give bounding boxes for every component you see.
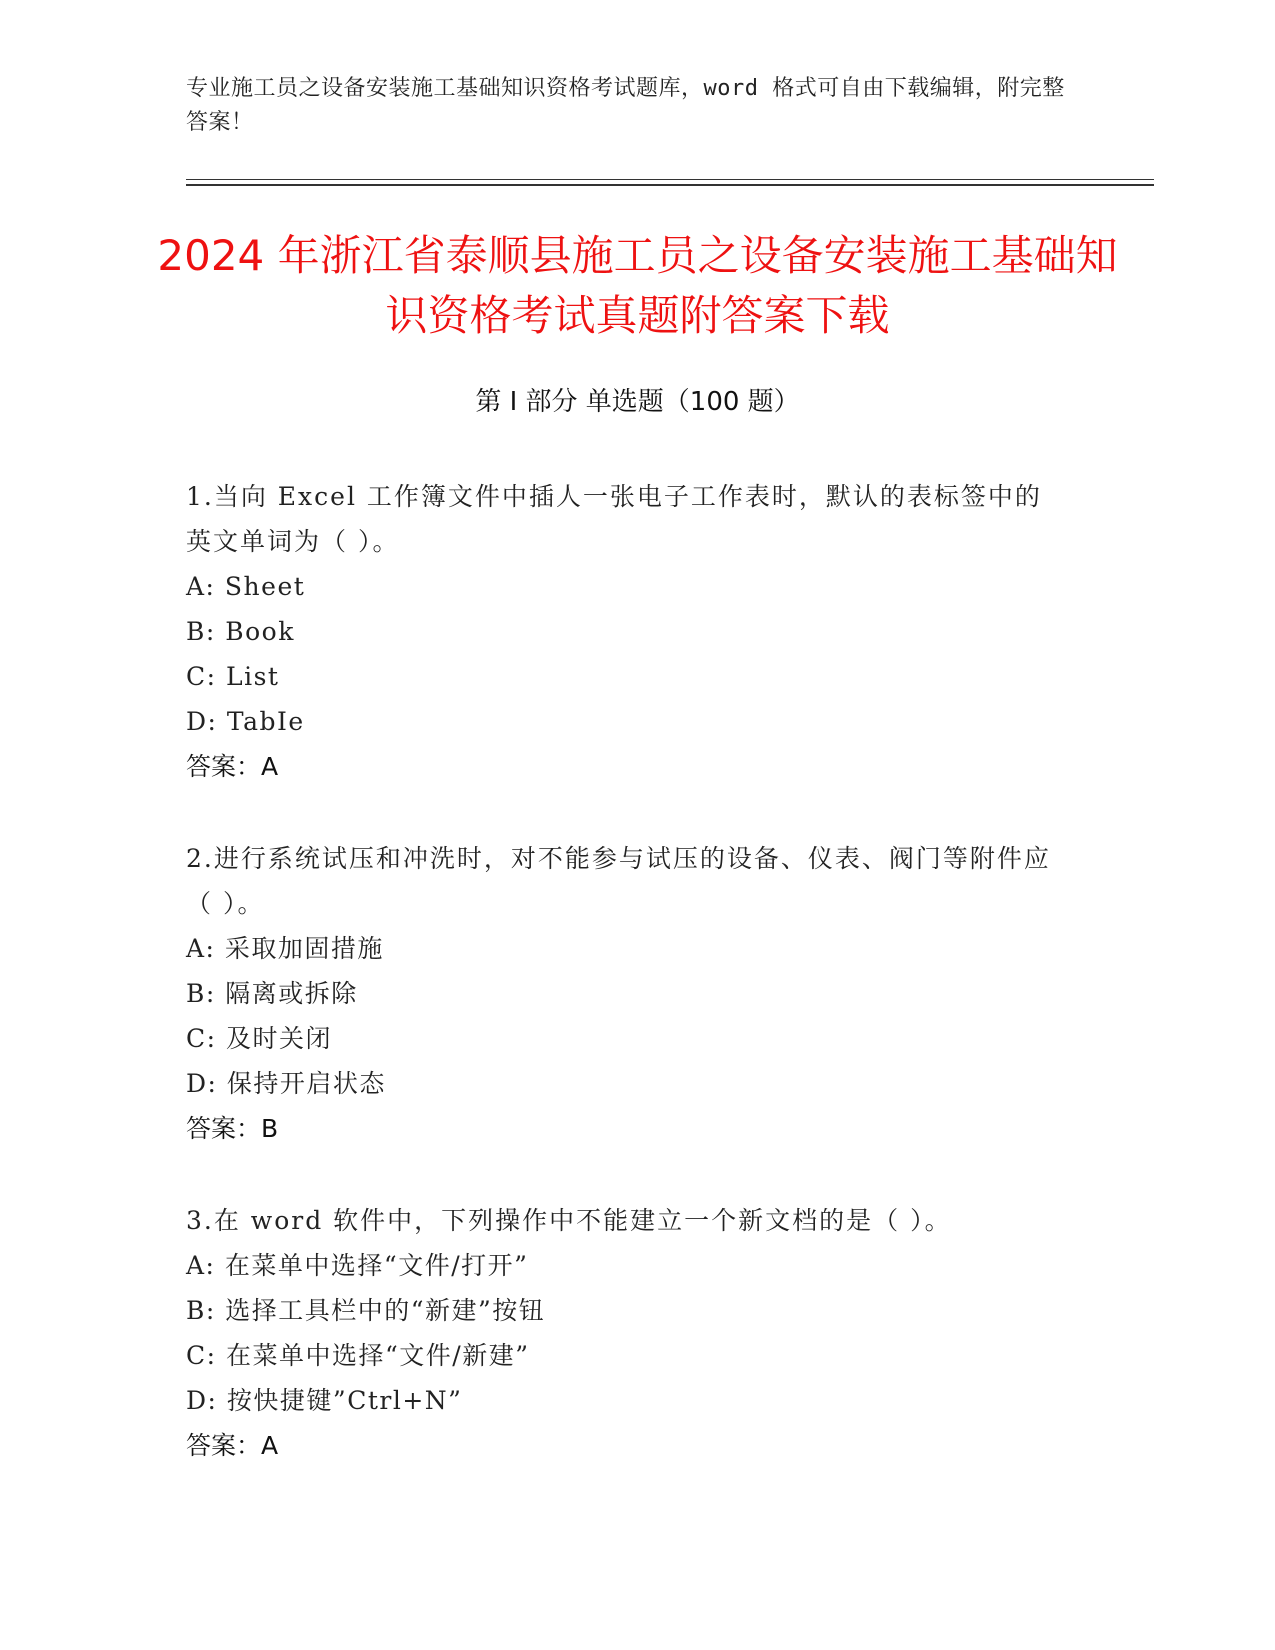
option-d: D: 按快捷键”Ctrl+N” (186, 1386, 463, 1415)
option-a: A: 采取加固措施 (186, 934, 384, 963)
option-a: A: Sheet (186, 572, 306, 601)
question-stem: 2.进行系统试压和冲洗时，对不能参与试压的设备、仪表、阀门等附件应（ ）。 (186, 844, 1051, 918)
header-note: 专业施工员之设备安装施工基础知识资格考试题库，word 格式可自由下载编辑，附完整答案！ (186, 76, 1065, 135)
answer: 答案：B (186, 1114, 279, 1143)
header-divider-thick (186, 184, 1154, 186)
question-stem: 3.在 word 软件中，下列操作中不能建立一个新文档的是（ ）。 (186, 1206, 952, 1235)
answer: 答案：A (186, 1431, 279, 1460)
question-stem: 1.当向 Excel 工作簿文件中插人一张电子工作表时，默认的表标签中的英文单词为（ ）。 (186, 482, 1042, 556)
option-c: C: List (186, 662, 280, 691)
option-b: B: 隔离或拆除 (186, 979, 358, 1008)
option-a: A: 在菜单中选择“文件/打开” (186, 1251, 529, 1280)
answer: 答案：A (186, 752, 279, 781)
option-b: B: 选择工具栏中的“新建”按钮 (186, 1296, 546, 1325)
section-heading: 第 I 部分 单选题（100 题） (475, 387, 800, 417)
option-c: C: 在菜单中选择“文件/新建” (186, 1341, 530, 1370)
question-1 (186, 474, 1066, 789)
option-c: C: 及时关闭 (186, 1024, 332, 1053)
option-b: B: Book (186, 617, 295, 646)
option-d: D: 保持开启状态 (186, 1069, 386, 1098)
option-d: D: TabIe (186, 707, 305, 736)
question-2 (186, 836, 1066, 1151)
header-divider-thin (186, 179, 1154, 180)
document-title: 2024 年浙江省泰顺县施工员之设备安装施工基础知识资格考试真题附答案下载 (157, 231, 1118, 340)
question-3 (186, 1198, 1066, 1468)
